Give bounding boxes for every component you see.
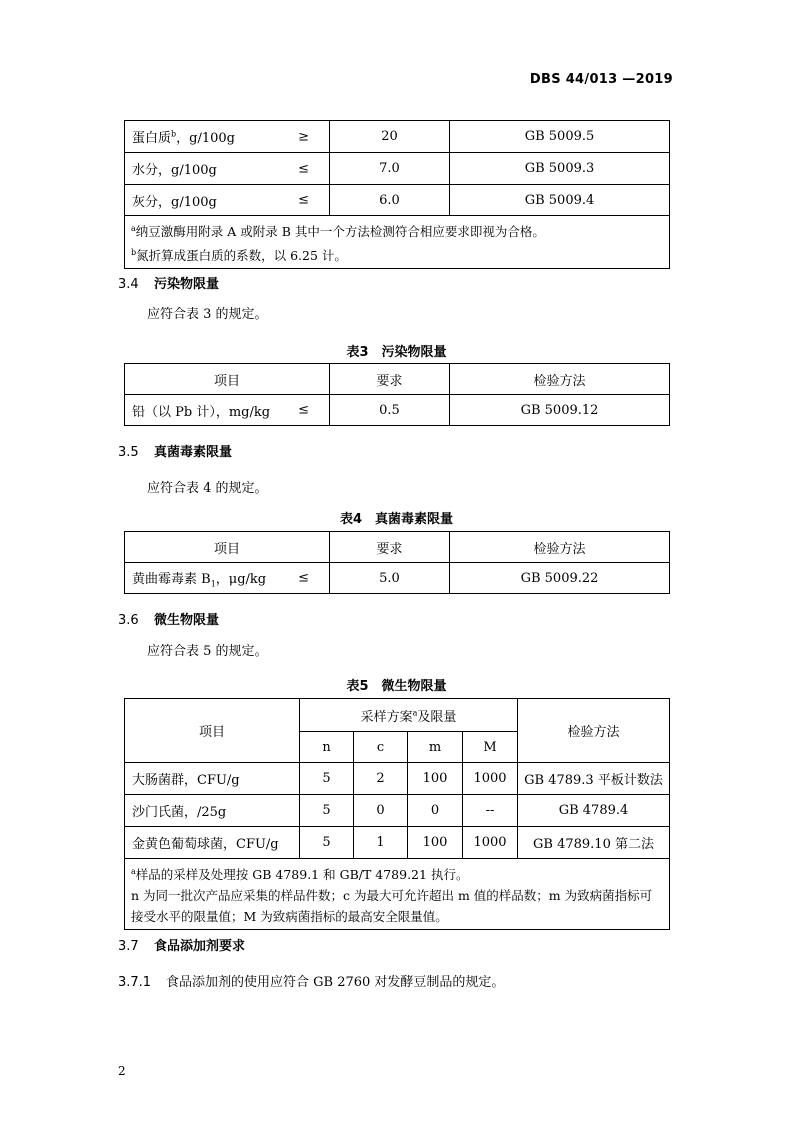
table4 (124, 531, 670, 594)
m-cell: 0 (408, 795, 463, 827)
footnote: $^a$样品的采样及处理按 GB 4789.1 和 GB/T 4789.21 执行。 (131, 867, 469, 883)
method-cell: GB 4789.4 (518, 795, 670, 827)
column-header: m (408, 732, 463, 763)
item-cell: 黄曲霉毒素 $B_1$，μg/kg ≤ (125, 563, 330, 594)
section-heading-3-7: 3.7 食品添加剂要求 (118, 939, 246, 954)
comparison-symbol: ≤ (298, 402, 309, 418)
column-header: 项目 (125, 699, 300, 763)
table-row (125, 185, 670, 216)
comparison-symbol: ≤ (298, 161, 309, 176)
column-header: 要求 (330, 532, 450, 563)
table-notes (125, 859, 670, 930)
table-row (125, 121, 670, 153)
comparison-symbol: ≤ (298, 192, 309, 208)
section-text: 应符合表 3 的规定。 (147, 307, 268, 322)
method-cell: GB 5009.5 (450, 121, 670, 153)
table-notes (125, 216, 670, 269)
method-cell: GB 5009.22 (450, 563, 670, 594)
value-cell: 0.5 (330, 395, 450, 426)
page-number: 2 (118, 1064, 126, 1078)
table-row (125, 763, 670, 795)
section-heading-3-4: 3.4 污染物限量 (118, 277, 220, 292)
section-heading-3-6: 3.6 微生物限量 (118, 613, 220, 628)
table2-continuation (124, 120, 670, 269)
column-header: 要求 (330, 364, 450, 395)
M-cell: -- (463, 795, 518, 827)
column-header: 检验方法 (450, 364, 670, 395)
column-header: n (300, 732, 354, 763)
item-cell: 沙门氏菌，/25g (125, 795, 300, 827)
c-cell: 0 (354, 795, 408, 827)
comparison-symbol: ≥ (298, 129, 309, 144)
M-cell: 1000 (463, 763, 518, 795)
method-cell: GB 5009.12 (450, 395, 670, 426)
table-row (125, 827, 670, 859)
item-cell: 蛋白质$^b$，g/100g ≥ (125, 121, 330, 153)
item-cell: 灰分，g/100g ≤ (125, 185, 330, 216)
column-header: 项目 (125, 364, 330, 395)
table5 (124, 698, 670, 930)
table-row (125, 795, 670, 827)
item-cell: 金黄色葡萄球菌，CFU/g (125, 827, 300, 859)
value-cell: 20 (330, 121, 450, 153)
footnote: $^a$纳豆激酶用附录 A 或附录 B 其中一个方法检测符合相应要求即视为合格。 (131, 224, 545, 240)
column-header: 检验方法 (518, 699, 670, 763)
method-cell: GB 4789.3 平板计数法 (518, 763, 670, 795)
method-cell: GB 5009.4 (450, 185, 670, 216)
table-row (125, 563, 670, 594)
M-cell: 1000 (463, 827, 518, 859)
table-row (125, 153, 670, 185)
table-row (125, 395, 670, 426)
section-text: 应符合表 5 的规定。 (147, 644, 268, 659)
n-cell: 5 (300, 763, 354, 795)
item-cell: 大肠菌群，CFU/g (125, 763, 300, 795)
column-header: 检验方法 (450, 532, 670, 563)
table-header-row (125, 699, 670, 732)
document-code: DBS 44/013 —2019 (529, 72, 673, 87)
footnote: n 为同一批次产品应采集的样品件数；c 为最大可允许超出 m 值的样品数；m 为致病菌指标可接受水平的限量值；M 为致病菌指标的最高安全限量值。 (131, 888, 653, 925)
value-cell: 6.0 (330, 185, 450, 216)
n-cell: 5 (300, 795, 354, 827)
table3 (124, 363, 670, 426)
table3-caption: 表3 污染物限量 (346, 345, 447, 360)
section-heading-3-5: 3.5 真菌毒素限量 (118, 445, 233, 460)
section-text: 应符合表 4 的规定。 (147, 481, 268, 496)
section-3-7-1: 3.7.1 食品添加剂的使用应符合 GB 2760 对发酵豆制品的规定。 (118, 975, 505, 990)
m-cell: 100 (408, 827, 463, 859)
column-header: c (354, 732, 408, 763)
footnote: $^b$氮折算成蛋白质的系数，以 6.25 计。 (131, 248, 347, 264)
table-header-row (125, 364, 670, 395)
n-cell: 5 (300, 827, 354, 859)
method-cell: GB 4789.10 第二法 (518, 827, 670, 859)
item-cell: 水分，g/100g ≤ (125, 153, 330, 185)
c-cell: 2 (354, 763, 408, 795)
value-cell: 5.0 (330, 563, 450, 594)
m-cell: 100 (408, 763, 463, 795)
table5-caption: 表5 微生物限量 (346, 679, 447, 694)
column-header: 采样方案$^a$及限量 (300, 699, 518, 732)
comparison-symbol: ≤ (298, 570, 309, 586)
c-cell: 1 (354, 827, 408, 859)
method-cell: GB 5009.3 (450, 153, 670, 185)
column-header: 项目 (125, 532, 330, 563)
value-cell: 7.0 (330, 153, 450, 185)
column-header: M (463, 732, 518, 763)
table4-caption: 表4 真菌毒素限量 (339, 512, 454, 527)
table-header-row (125, 532, 670, 563)
item-cell: 铅（以 Pb 计），mg/kg ≤ (125, 395, 330, 426)
